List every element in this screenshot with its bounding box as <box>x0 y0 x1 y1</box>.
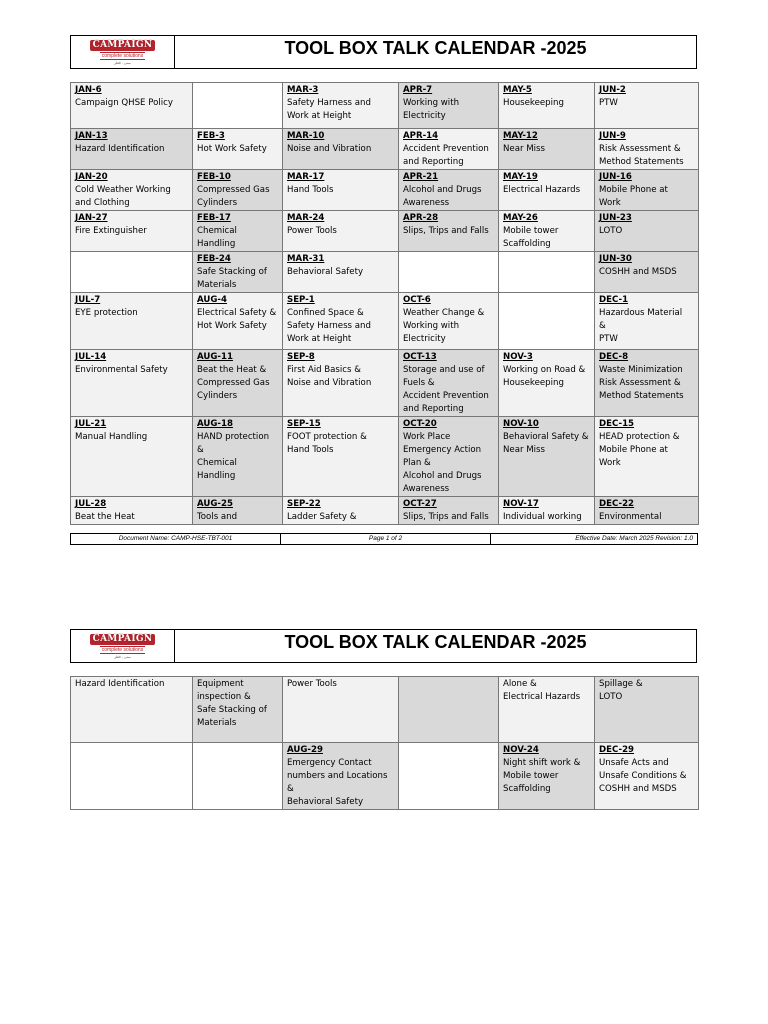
talk-topic: Manual Handling <box>75 432 148 442</box>
talk-topic: Hand Tools <box>287 185 334 195</box>
calendar-cell <box>71 252 193 293</box>
talk-date: MAR-3 <box>287 85 319 95</box>
logo-location: مبنى - قطر <box>114 654 131 659</box>
talk-date: DEC-1 <box>599 295 629 305</box>
talk-date: APR-28 <box>403 213 439 223</box>
talk-date: SEP-22 <box>287 499 321 509</box>
calendar-cell <box>283 677 399 743</box>
calendar-cell <box>499 252 595 293</box>
talk-date: NOV-3 <box>503 352 533 362</box>
logo-tagline: complete solutions <box>101 646 144 653</box>
talk-topic: Safety Harness and Work at Height <box>287 98 371 121</box>
calendar-cell <box>499 350 595 417</box>
calendar-cell <box>283 83 399 129</box>
calendar-cell <box>499 170 595 211</box>
talk-date: DEC-15 <box>599 419 635 429</box>
talk-topic: Mobile Phone at Work <box>599 185 668 208</box>
calendar-row <box>71 129 699 170</box>
calendar-cell <box>71 211 193 252</box>
page-title-2: TOOL BOX TALK CALENDAR -2025 <box>284 632 587 652</box>
calendar-cell <box>71 417 193 497</box>
talk-date: OCT-27 <box>403 499 437 509</box>
talk-topic: Hazard Identification <box>75 679 165 689</box>
calendar-cell <box>595 211 699 252</box>
talk-topic: Emergency Contact numbers and Locations & Behavioral Safety <box>287 758 388 807</box>
calendar-cell <box>193 743 283 810</box>
calendar-cell <box>595 497 699 525</box>
talk-topic: Accident Prevention and Reporting <box>403 144 489 167</box>
calendar-cell <box>499 417 595 497</box>
effective-date: Effective Date: March 2025 Revision: 1.0 <box>575 535 693 542</box>
talk-topic: Beat the Heat <box>75 512 135 522</box>
calendar-cell <box>399 417 499 497</box>
talk-topic: Housekeeping <box>503 98 564 108</box>
talk-date: MAY-12 <box>503 131 538 141</box>
talk-topic: PTW <box>599 98 618 108</box>
calendar-cell <box>595 293 699 350</box>
talk-topic: Noise and Vibration <box>287 144 372 154</box>
calendar-cell <box>595 129 699 170</box>
page-number: Page 1 of 2 <box>281 534 491 544</box>
talk-date: NOV-24 <box>503 745 539 755</box>
talk-date: MAY-19 <box>503 172 538 182</box>
page-title: TOOL BOX TALK CALENDAR -2025 <box>284 38 587 58</box>
talk-topic: Slips, Trips and Falls <box>403 226 489 236</box>
header-box-2 <box>70 629 697 663</box>
calendar-row <box>71 83 699 129</box>
talk-date: SEP-8 <box>287 352 315 362</box>
calendar-cell <box>283 129 399 170</box>
talk-date: DEC-8 <box>599 352 629 362</box>
calendar-cell <box>71 350 193 417</box>
talk-date: JUL-28 <box>75 499 107 509</box>
talk-topic: Unsafe Acts and Unsafe Conditions & COSHH and MSDS <box>599 758 687 794</box>
calendar-cell <box>71 677 193 743</box>
talk-topic: Night shift work & Mobile tower Scaffolding <box>503 758 581 794</box>
talk-topic: Slips, Trips and Falls <box>403 512 489 522</box>
talk-date: APR-7 <box>403 85 433 95</box>
talk-topic: Individual working <box>503 512 582 522</box>
talk-date: MAR-24 <box>287 213 325 223</box>
calendar-cell <box>399 497 499 525</box>
document-name: Document Name: CAMP-HSE-TBT-001 <box>71 534 281 544</box>
calendar-cell <box>595 350 699 417</box>
calendar-cell <box>193 417 283 497</box>
talk-topic: Work Place Emergency Action Plan & Alcohol and Drugs Awareness <box>403 432 482 494</box>
talk-topic: Alone & Electrical Hazards <box>503 679 581 702</box>
calendar-row <box>71 211 699 252</box>
talk-topic: Electrical Safety & Hot Work Safety <box>197 308 277 331</box>
talk-date: FEB-24 <box>197 254 231 264</box>
calendar-cell <box>499 211 595 252</box>
talk-topic: Alcohol and Drugs Awareness <box>403 185 482 208</box>
talk-topic: Hazard Identification <box>75 144 165 154</box>
logo-wordmark: CAMPAIGN <box>90 40 156 51</box>
talk-topic: Ladder Safety & <box>287 512 357 522</box>
talk-date: JAN-20 <box>75 172 108 182</box>
company-logo-2 <box>71 630 175 662</box>
calendar-cell <box>595 743 699 810</box>
talk-topic: Beat the Heat & Compressed Gas Cylinders <box>197 365 270 401</box>
talk-date: FEB-10 <box>197 172 231 182</box>
calendar-cell <box>399 211 499 252</box>
document-footer <box>70 533 698 545</box>
calendar-row <box>71 677 699 743</box>
talk-date: AUG-18 <box>197 419 233 429</box>
calendar-cell <box>283 350 399 417</box>
talk-topic: Fire Extinguisher <box>75 226 147 236</box>
talk-date: JUN-9 <box>599 131 626 141</box>
talk-topic: Power Tools <box>287 226 337 236</box>
talk-topic: Equipment inspection & Safe Stacking of Materials <box>197 679 267 728</box>
talk-date: JUL-14 <box>75 352 107 362</box>
calendar-cell <box>193 497 283 525</box>
talk-topic: Risk Assessment & Method Statements <box>599 144 684 167</box>
calendar-cell <box>193 350 283 417</box>
calendar-cell <box>193 170 283 211</box>
calendar-cell <box>71 170 193 211</box>
calendar-cell <box>595 170 699 211</box>
talk-topic: Chemical Handling <box>197 226 237 249</box>
talk-date: MAY-5 <box>503 85 532 95</box>
calendar-cell <box>499 293 595 350</box>
talk-topic: LOTO <box>599 226 623 236</box>
calendar-cell <box>399 83 499 129</box>
talk-date: OCT-6 <box>403 295 431 305</box>
logo-location: مبنى - قطر <box>114 60 131 65</box>
talk-topic: Power Tools <box>287 679 337 689</box>
calendar-cell <box>283 252 399 293</box>
calendar-cell <box>283 211 399 252</box>
calendar-row <box>71 170 699 211</box>
talk-topic: Cold Weather Working and Clothing <box>75 185 171 208</box>
talk-topic: Behavioral Safety <box>287 267 364 277</box>
calendar-row <box>71 497 699 525</box>
talk-topic: HEAD protection & Mobile Phone at Work <box>599 432 680 468</box>
calendar-cell <box>399 350 499 417</box>
talk-topic: Compressed Gas Cylinders <box>197 185 270 208</box>
talk-topic: Tools and <box>197 512 238 522</box>
calendar-cell <box>399 170 499 211</box>
talk-topic: Weather Change & Working with Electricity <box>403 308 485 344</box>
calendar-table <box>70 82 699 525</box>
talk-date: DEC-22 <box>599 499 635 509</box>
calendar-cell <box>283 293 399 350</box>
calendar-cell <box>595 252 699 293</box>
talk-topic: Mobile tower Scaffolding <box>503 226 559 249</box>
talk-topic: Campaign QHSE Policy <box>75 98 173 108</box>
talk-topic: Environmental <box>599 512 662 522</box>
talk-date: AUG-4 <box>197 295 227 305</box>
talk-date: JUN-16 <box>599 172 632 182</box>
talk-topic: Hot Work Safety <box>197 144 267 154</box>
calendar-cell <box>595 417 699 497</box>
calendar-cell <box>595 83 699 129</box>
calendar-cell <box>399 252 499 293</box>
talk-date: JAN-13 <box>75 131 108 141</box>
logo-wordmark: CAMPAIGN <box>90 634 156 645</box>
calendar-cell <box>71 293 193 350</box>
talk-date: NOV-17 <box>503 499 539 509</box>
talk-date: JUL-7 <box>75 295 101 305</box>
logo-tagline: complete solutions <box>101 52 144 59</box>
calendar-cell <box>499 743 595 810</box>
calendar-table-2 <box>70 676 699 810</box>
calendar-row <box>71 350 699 417</box>
talk-date: OCT-20 <box>403 419 437 429</box>
talk-topic: Near Miss <box>503 144 546 154</box>
calendar-cell <box>193 252 283 293</box>
calendar-cell <box>399 743 499 810</box>
talk-topic: Spillage & LOTO <box>599 679 643 702</box>
talk-topic: Safe Stacking of Materials <box>197 267 267 290</box>
talk-date: MAR-17 <box>287 172 325 182</box>
calendar-cell <box>193 83 283 129</box>
talk-date: SEP-1 <box>287 295 315 305</box>
calendar-cell <box>193 129 283 170</box>
header-box <box>70 35 697 69</box>
talk-date: OCT-13 <box>403 352 437 362</box>
talk-topic: Hazardous Material & PTW <box>599 308 683 344</box>
talk-topic: Behavioral Safety & Near Miss <box>503 432 589 455</box>
calendar-cell <box>499 497 595 525</box>
talk-date: MAY-26 <box>503 213 538 223</box>
calendar-cell <box>71 497 193 525</box>
calendar-cell <box>71 83 193 129</box>
calendar-cell <box>283 417 399 497</box>
talk-date: AUG-11 <box>197 352 233 362</box>
calendar-cell <box>71 743 193 810</box>
talk-date: DEC-29 <box>599 745 635 755</box>
calendar-row <box>71 252 699 293</box>
talk-topic: Electrical Hazards <box>503 185 581 195</box>
talk-date: FEB-3 <box>197 131 225 141</box>
talk-topic: COSHH and MSDS <box>599 267 677 277</box>
talk-topic: Storage and use of Fuels & Accident Prevention and Reporting <box>403 365 489 414</box>
calendar-cell <box>399 293 499 350</box>
talk-topic: Working on Road & Housekeeping <box>503 365 586 388</box>
company-logo <box>71 36 175 68</box>
talk-topic: FOOT protection & Hand Tools <box>287 432 367 455</box>
calendar-cell <box>283 497 399 525</box>
calendar-row <box>71 743 699 810</box>
calendar-cell <box>499 129 595 170</box>
talk-topic: Waste Minimization Risk Assessment & Method Statements <box>599 365 684 401</box>
talk-date: APR-14 <box>403 131 439 141</box>
calendar-cell <box>193 677 283 743</box>
calendar-row <box>71 417 699 497</box>
talk-date: MAR-10 <box>287 131 325 141</box>
talk-date: JAN-6 <box>75 85 102 95</box>
talk-topic: HAND protection & Chemical Handling <box>197 432 270 481</box>
talk-date: SEP-15 <box>287 419 321 429</box>
calendar-cell <box>283 170 399 211</box>
talk-topic: Working with Electricity <box>403 98 460 121</box>
talk-date: JUN-2 <box>599 85 626 95</box>
talk-date: NOV-10 <box>503 419 539 429</box>
calendar-cell <box>399 129 499 170</box>
calendar-cell <box>399 677 499 743</box>
calendar-row <box>71 293 699 350</box>
calendar-cell <box>595 677 699 743</box>
talk-topic: EYE protection <box>75 308 138 318</box>
talk-date: APR-21 <box>403 172 439 182</box>
talk-topic: Confined Space & Safety Harness and Work at Height <box>287 308 371 344</box>
talk-date: JUL-21 <box>75 419 107 429</box>
talk-date: FEB-17 <box>197 213 231 223</box>
talk-date: JUN-23 <box>599 213 632 223</box>
calendar-cell <box>283 743 399 810</box>
talk-date: JUN-30 <box>599 254 632 264</box>
talk-date: JAN-27 <box>75 213 108 223</box>
talk-date: MAR-31 <box>287 254 325 264</box>
calendar-cell <box>193 211 283 252</box>
talk-date: AUG-25 <box>197 499 233 509</box>
talk-date: AUG-29 <box>287 745 323 755</box>
calendar-cell <box>193 293 283 350</box>
calendar-cell <box>499 677 595 743</box>
talk-topic: Environmental Safety <box>75 365 168 375</box>
talk-topic: First Aid Basics & Noise and Vibration <box>287 365 372 388</box>
calendar-cell <box>499 83 595 129</box>
calendar-cell <box>71 129 193 170</box>
